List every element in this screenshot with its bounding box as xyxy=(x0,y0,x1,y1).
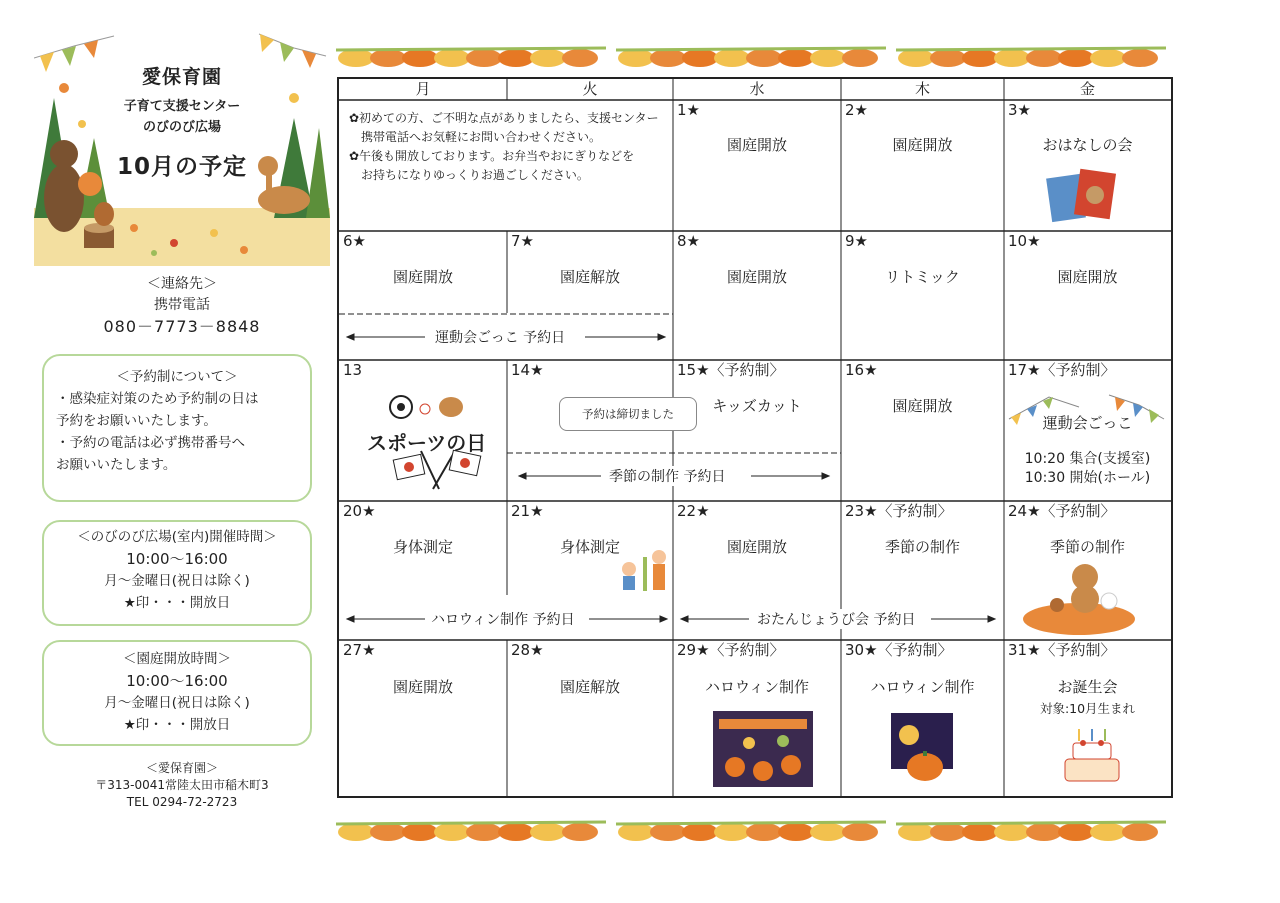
range-label-birthday: おたんじょうび会 予約日 xyxy=(753,609,919,629)
event-27: 園庭開放 xyxy=(392,678,453,696)
center-name-line2: のびのび広場 xyxy=(142,120,221,135)
garden-time: 10:00～16:00 xyxy=(126,672,228,690)
notice-line: ✿初めての方、ご不明な点がありましたら、支援センター xyxy=(349,111,659,125)
footer-tel: TEL 0294-72-2723 xyxy=(126,795,238,809)
event-8: 園庭開放 xyxy=(726,268,787,286)
organization-name: 愛保育園 xyxy=(141,66,222,88)
event-16: 園庭開放 xyxy=(892,397,953,415)
date-20: 20★ xyxy=(343,502,376,520)
event-9: リトミック xyxy=(885,268,960,286)
hours-box-title: ＜のびのび広場(室内)開催時間＞ xyxy=(77,529,277,545)
reservation-box-title: ＜予約制について＞ xyxy=(116,369,238,385)
october-calendar xyxy=(337,77,1173,798)
date-8: 8★ xyxy=(677,232,700,250)
reservation-info-box xyxy=(42,354,312,502)
date-27: 27★ xyxy=(343,641,376,659)
date-3: 3★ xyxy=(1008,101,1031,119)
center-name xyxy=(34,96,330,138)
event-22: 園庭開放 xyxy=(726,538,787,556)
event-30: ハロウィン制作 xyxy=(870,678,975,696)
garden-box-title: ＜園庭開放時間＞ xyxy=(123,651,231,667)
date-7: 7★ xyxy=(511,232,534,250)
center-name-line1: 子育て支援センター xyxy=(123,99,241,114)
opening-hours-box xyxy=(42,520,312,626)
reservation-line: お願いいたします。 xyxy=(56,457,177,473)
weekday-tue: 火 xyxy=(582,80,598,98)
event-28: 園庭解放 xyxy=(559,678,620,696)
halloween-artwork-photo xyxy=(713,711,813,787)
footer-address-line: 〒313-0041常陸太田市稲木町3 xyxy=(95,778,269,792)
japan-flags-icon xyxy=(393,450,481,489)
event-3: おはなしの会 xyxy=(1042,136,1133,154)
event-17: 運動会ごっこ xyxy=(1042,414,1133,432)
event-29: ハロウィン制作 xyxy=(704,678,810,696)
weekday-wed: 水 xyxy=(749,80,765,98)
halloween-pumpkin-icon xyxy=(891,713,953,781)
month-title: 10月の予定 xyxy=(116,154,247,180)
reservation-line: ・感染症対策のため予約制の日は xyxy=(56,391,259,407)
event-2: 園庭開放 xyxy=(892,136,953,154)
date-28: 28★ xyxy=(511,641,544,659)
weekday-thu: 木 xyxy=(914,80,930,98)
event-24: 季節の制作 xyxy=(1049,538,1125,556)
event-15: キッズカット xyxy=(712,397,802,415)
notice-line: ✿午後も開放しております。お弁当やおにぎりなどを xyxy=(349,149,635,163)
event-31-target: 対象:10月生まれ xyxy=(1039,701,1136,716)
date-23: 23★〈予約制〉 xyxy=(845,502,953,520)
event-23: 季節の制作 xyxy=(884,538,960,556)
hours-mark: ★印・・・開放日 xyxy=(123,595,231,611)
reservation-line: 予約をお願いいたします。 xyxy=(56,413,217,429)
weekday-fri: 金 xyxy=(1079,80,1095,98)
contact-label: 携帯電話 xyxy=(154,297,210,313)
event-17-time2: 10:30 開始(ホール) xyxy=(1024,470,1151,486)
date-9: 9★ xyxy=(845,232,868,250)
date-31: 31★〈予約制〉 xyxy=(1008,641,1116,659)
bear-bunny-leaf-icon xyxy=(1023,564,1135,635)
event-7: 園庭解放 xyxy=(559,268,620,286)
event-21: 身体測定 xyxy=(559,538,620,556)
date-14: 14★ xyxy=(511,361,544,379)
date-1: 1★ xyxy=(677,101,700,119)
date-16: 16★ xyxy=(845,361,878,379)
date-29: 29★〈予約制〉 xyxy=(677,641,785,659)
weekday-mon: 月 xyxy=(415,80,431,98)
date-10: 10★ xyxy=(1008,232,1041,250)
birthday-cake-icon xyxy=(1065,729,1119,781)
date-17: 17★〈予約制〉 xyxy=(1008,361,1116,379)
range-label-seasonal: 季節の制作 予約日 xyxy=(605,466,729,486)
range-label-halloween: ハロウィン制作 予約日 xyxy=(427,609,579,629)
contact-block xyxy=(34,274,330,337)
notice-text xyxy=(349,109,669,185)
date-13: 13 xyxy=(343,361,363,379)
pumpkin-garland-top xyxy=(336,40,1176,68)
event-1: 園庭開放 xyxy=(726,136,787,154)
date-15: 15★〈予約制〉 xyxy=(677,361,785,379)
contact-heading: ＜連絡先＞ xyxy=(147,276,217,292)
date-21: 21★ xyxy=(511,502,544,520)
event-31: お誕生会 xyxy=(1057,678,1118,696)
event-13: スポーツの日 xyxy=(367,431,487,455)
notice-line: 携帯電話へお気軽にお問い合わせください。 xyxy=(349,130,602,144)
sports-balls-icon xyxy=(390,396,463,418)
event-20: 身体測定 xyxy=(392,538,453,556)
contact-phone[interactable]: 080－7773－8848 xyxy=(103,317,261,336)
event-17-time1: 10:20 集合(支援室) xyxy=(1024,451,1151,467)
footer-address xyxy=(34,760,330,811)
hours-days: 月～金曜日(祝日は除く) xyxy=(104,573,250,589)
garden-mark: ★印・・・開放日 xyxy=(123,717,231,733)
date-30: 30★〈予約制〉 xyxy=(845,641,953,659)
notice-line: お持ちになりゆっくりお過ごしください。 xyxy=(349,168,589,182)
footer-org-name: ＜愛保育園＞ xyxy=(145,761,218,775)
date-6: 6★ xyxy=(343,232,366,250)
garden-days: 月～金曜日(祝日は除く) xyxy=(104,695,250,711)
date-24: 24★〈予約制〉 xyxy=(1008,502,1116,520)
reservation-closed-bubble: 予約は締切ました xyxy=(559,397,697,431)
garden-hours-box xyxy=(42,640,312,746)
hours-time: 10:00～16:00 xyxy=(126,550,228,568)
date-22: 22★ xyxy=(677,502,710,520)
event-6: 園庭開放 xyxy=(392,268,453,286)
date-2: 2★ xyxy=(845,101,868,119)
event-10: 園庭開放 xyxy=(1057,268,1118,286)
range-label-undokai: 運動会ごっこ 予約日 xyxy=(431,327,569,347)
books-icon xyxy=(1046,169,1116,222)
reservation-line: ・予約の電話は必ず携帯番号へ xyxy=(56,435,245,451)
pumpkin-garland-bottom xyxy=(336,814,1176,842)
